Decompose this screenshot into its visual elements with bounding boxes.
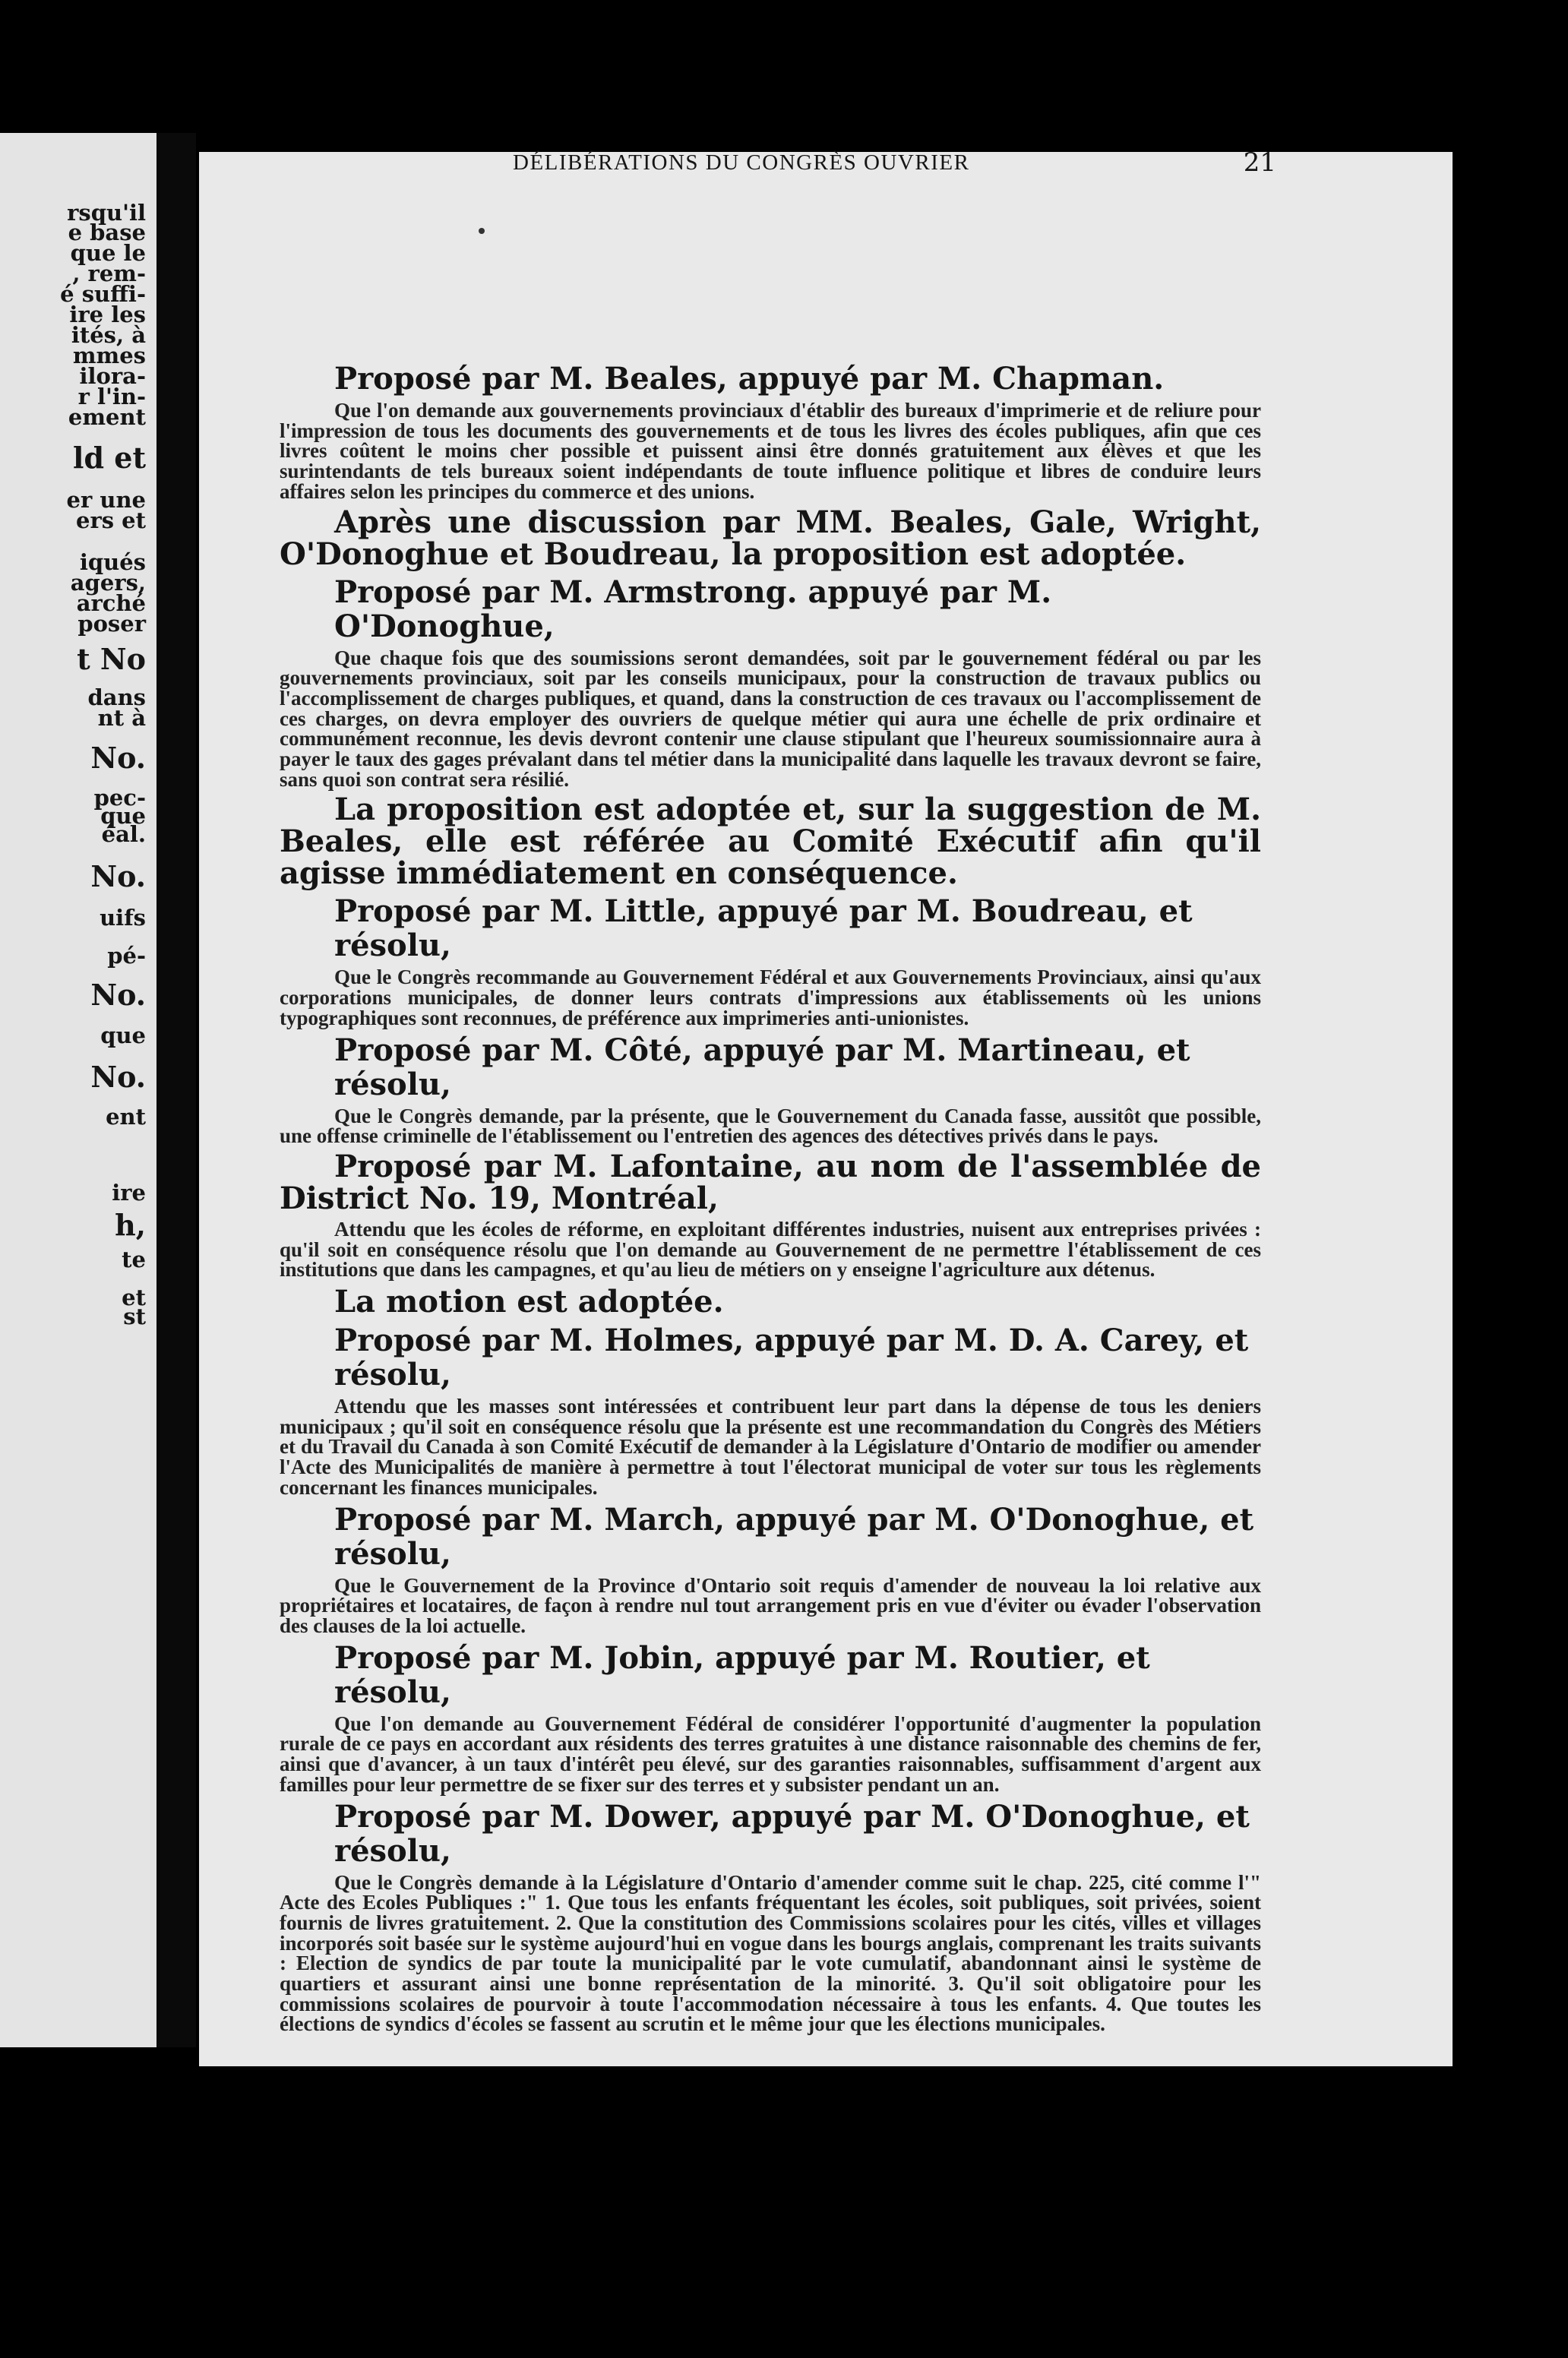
left-page-fragment: uifs xyxy=(100,905,146,931)
resolution-section xyxy=(280,794,1261,890)
left-page-fragment: No. xyxy=(90,741,146,775)
left-page-fragment: st xyxy=(123,1304,146,1329)
resolution-section xyxy=(280,1323,1261,1498)
section-heading: Proposé par M. Armstrong. appuyé par M. O'Donoghue, xyxy=(334,574,1052,644)
resolution-section xyxy=(280,1033,1261,1146)
resolution-section xyxy=(280,1148,1261,1282)
left-page-fragment: No. xyxy=(90,978,146,1012)
section-heading: Proposé par M. Côté, appuyé par M. Martineau, et résolu, xyxy=(334,1032,1190,1102)
left-page-fragment: éal. xyxy=(101,821,146,847)
page-body xyxy=(280,357,1261,2034)
left-page-fragment: r l'in- xyxy=(77,384,146,409)
section-heading: Proposé par M. Dower, appuyé par M. O'Donoghue, et résolu, xyxy=(334,1798,1250,1869)
resolution-section xyxy=(280,1641,1261,1795)
section-heading: La proposition est adoptée et, sur la suggestion de M. Beales, elle est référée au Comité Exécutif afin qu'il agisse immédiatement en conséquence. xyxy=(280,792,1261,892)
section-heading: Proposé par M. Little, appuyé par M. Boudreau, et résolu, xyxy=(334,893,1193,964)
left-page-fragment: No. xyxy=(90,1060,146,1094)
resolution-section xyxy=(280,1800,1261,2035)
left-page-fragment: mmes xyxy=(72,343,146,368)
section-text: Que le Congrès demande, par la présente, que le Gouvernement du Canada fasse, aussitôt que possible, une offense criminelle de l'établissement ou l'entretien des agences des détectives privés dans le pays. xyxy=(280,1104,1261,1148)
left-page-fragment: ers et xyxy=(76,507,146,533)
left-page-fragment: que xyxy=(100,1023,146,1048)
resolution-section xyxy=(280,1285,1261,1319)
section-text: Attendu que les écoles de réforme, en exploitant différentes industries, nuisent aux entreprises privées : qu'il soit en conséquence résolu que l'on demande au Gouvernement de ne permettre l'établissement de ces institutions que dans les campagnes, et qu'au lieu de métiers on y enseigne l'agriculture aux détenus. xyxy=(280,1217,1261,1282)
left-page-fragment: e base xyxy=(68,220,146,245)
left-page-fragment: h, xyxy=(115,1208,146,1242)
page-number: 21 xyxy=(1243,147,1276,178)
left-page-fragment: que xyxy=(100,803,146,829)
left-page-fragment: ent xyxy=(106,1104,146,1130)
resolution-section xyxy=(280,362,1261,502)
section-heading: Proposé par M. March, appuyé par M. O'Donoghue, et résolu, xyxy=(334,1501,1254,1572)
section-heading: Proposé par M. Beales, appuyé par M. Chapman. xyxy=(334,361,1165,397)
left-page-fragment: arché xyxy=(76,590,146,616)
section-text: Que le Gouvernement de la Province d'Ontario soit requis d'amender de nouveau la loi relative aux propriétaires et locataires, de façon à rendre nul tout arrangement pris en vue d'éviter ou évader l'observation des clauses de la loi actuelle. xyxy=(280,1573,1261,1637)
left-page-fragment: pé- xyxy=(107,943,146,969)
left-page-fragment: t No xyxy=(77,642,146,676)
section-text: Que chaque fois que des soumissions seront demandées, soit par le gouvernement fédéral ou par les gouvernements provinciaux, soit par les conseils municipaux, pour la construction de travaux publics ou l'accomplissement de charges publiques, et quand, dans la construction de ces travaux ou l'accomplissement de ces charges, on devra employer des ouvriers de quelque métier qui aura une échelle de prix ordinaire et communément reconnue, les devis devront contenir une clause stipulant que l'heureux soumissionnaire aura à payer le taux des gages prévalant dans tel métier dans la municipalité dans laquelle les travaux devront se faire, sans quoi son contrat sera résilié. xyxy=(280,646,1261,791)
left-page-fragment: é suffi- xyxy=(60,281,146,307)
section-heading: Proposé par M. Jobin, appuyé par M. Routier, et résolu, xyxy=(334,1639,1150,1710)
left-page-fragment: iqués xyxy=(79,549,146,575)
section-heading: Proposé par M. Lafontaine, au nom de l'assemblée de District No. 19, Montréal, xyxy=(280,1148,1261,1216)
section-heading: Proposé par M. Holmes, appuyé par M. D. A. Carey, et résolu, xyxy=(334,1323,1249,1393)
left-page-fragment: te xyxy=(122,1247,146,1272)
resolution-section xyxy=(280,1503,1261,1636)
left-page-fragment: que le xyxy=(70,240,146,266)
left-page-fragment: ement xyxy=(68,404,146,430)
section-text: Attendu que les masses sont intéressées et contribuent leur part dans la dépense de tous les deniers municipaux ; qu'il soit en conséquence résolu que la présente est une recommandation du Congrès des Métiers et du Travail du Canada à son Comité Exécutif de demander à la Législature d'Ontario de modifier ou amender l'Acte des Municipalités de manière à permettre à tout l'électorat municipal de voter sur tous les règlements concernant les finances municipales. xyxy=(280,1395,1261,1499)
section-text: Que le Congrès recommande au Gouvernement Fédéral et aux Gouvernements Provinciaux, ainsi qu'aux corporations municipales, de donner leurs contrats d'impressions aux établissements où les unions typographiques sont reconnues, de préférence aux imprimeries anti-unionistes. xyxy=(280,966,1261,1029)
resolution-section xyxy=(280,894,1261,1028)
page-gutter xyxy=(156,133,196,2047)
resolution-section xyxy=(280,504,1261,572)
left-page-fragment: pec- xyxy=(93,785,146,811)
left-page-fragment: rsqu'il xyxy=(67,200,146,226)
left-page-edge xyxy=(0,133,156,2047)
left-page-fragment: agers, xyxy=(70,570,146,596)
section-text: Que l'on demande au Gouvernement Fédéral de considérer l'opportunité d'augmenter la population rurale de ce pays en accordant aux résidents des terres gratuites à une distance raisonnable des chemins de fer, ainsi que d'avancer, à un taux d'intérêt peu élevé, sur des garanties raisonnables, suffisamment d'argent aux familles pour leur permettre de se fixer sur des terres et y subsister pendant un an. xyxy=(280,1712,1261,1796)
left-page-fragment: ités, à xyxy=(71,322,146,348)
left-page-fragment: nt à xyxy=(97,705,146,731)
page-header xyxy=(300,147,1276,181)
resolution-section xyxy=(280,575,1261,790)
left-page-fragment: poser xyxy=(77,611,146,637)
section-text: Que l'on demande aux gouvernements provinciaux d'établir des bureaux d'imprimerie et de reliure pour l'impression de tous les documents des gouvernements et de tous les livres des écoles publiques, afin que ces livres coûtent le moins cher possible et puissent ainsi être donnés gratuitement aux élèves et que les surintendants de tels bureaux soient indépendants de toute influence politique et libres de conduire leurs affaires selon les principes du commerce et des unions. xyxy=(280,399,1261,503)
left-page-fragment: No. xyxy=(90,859,146,893)
left-page-fragment: dans xyxy=(87,684,146,710)
section-heading: La motion est adoptée. xyxy=(334,1284,724,1320)
left-page-fragment: ire les xyxy=(69,302,146,327)
left-page-fragment: er une xyxy=(66,487,146,513)
left-page-fragment: ilora- xyxy=(79,363,146,389)
section-text: Que le Congrès demande à la Législature d'Ontario d'amender comme suit le chap. 225, cité comme l'" Acte des Ecoles Publiques :" 1. Que tous les enfants fréquentant les écoles, soit publiques, soit privées, soient fournis de livres gratuitement. 2. Que la constitution des Commissions scolaires pour les cités, villes et villages incorporés soit basée sur le système aujourd'hui en vogue dans les bourgs anglais, comprenant les traits suivants : Election de syndics de par toute la municipalité par le vote cumulatif, abandonnant ainsi le système de quartiers et assurant ainsi une bonne représentation de la minorité. 3. Qu'il soit obligatoire pour les commissions scolaires de pourvoir à toute l'accommodation nécessaire à tous les enfants. 4. Que toutes les élections de syndics d'écoles se fassent au scrutin et le même jour que les élections municipales. xyxy=(280,1870,1261,2036)
running-title: DÉLIBÉRATIONS DU CONGRÈS OUVRIER xyxy=(513,150,970,175)
section-heading: Après une discussion par MM. Beales, Gale, Wright, O'Donoghue et Boudreau, la proposition est adoptée. xyxy=(280,504,1261,572)
speck xyxy=(479,228,485,234)
left-page-fragment: et xyxy=(122,1285,146,1310)
left-page-fragment: ld et xyxy=(73,441,146,475)
left-page-fragment: ire xyxy=(112,1180,146,1206)
left-page-fragment: , rem- xyxy=(72,261,146,286)
